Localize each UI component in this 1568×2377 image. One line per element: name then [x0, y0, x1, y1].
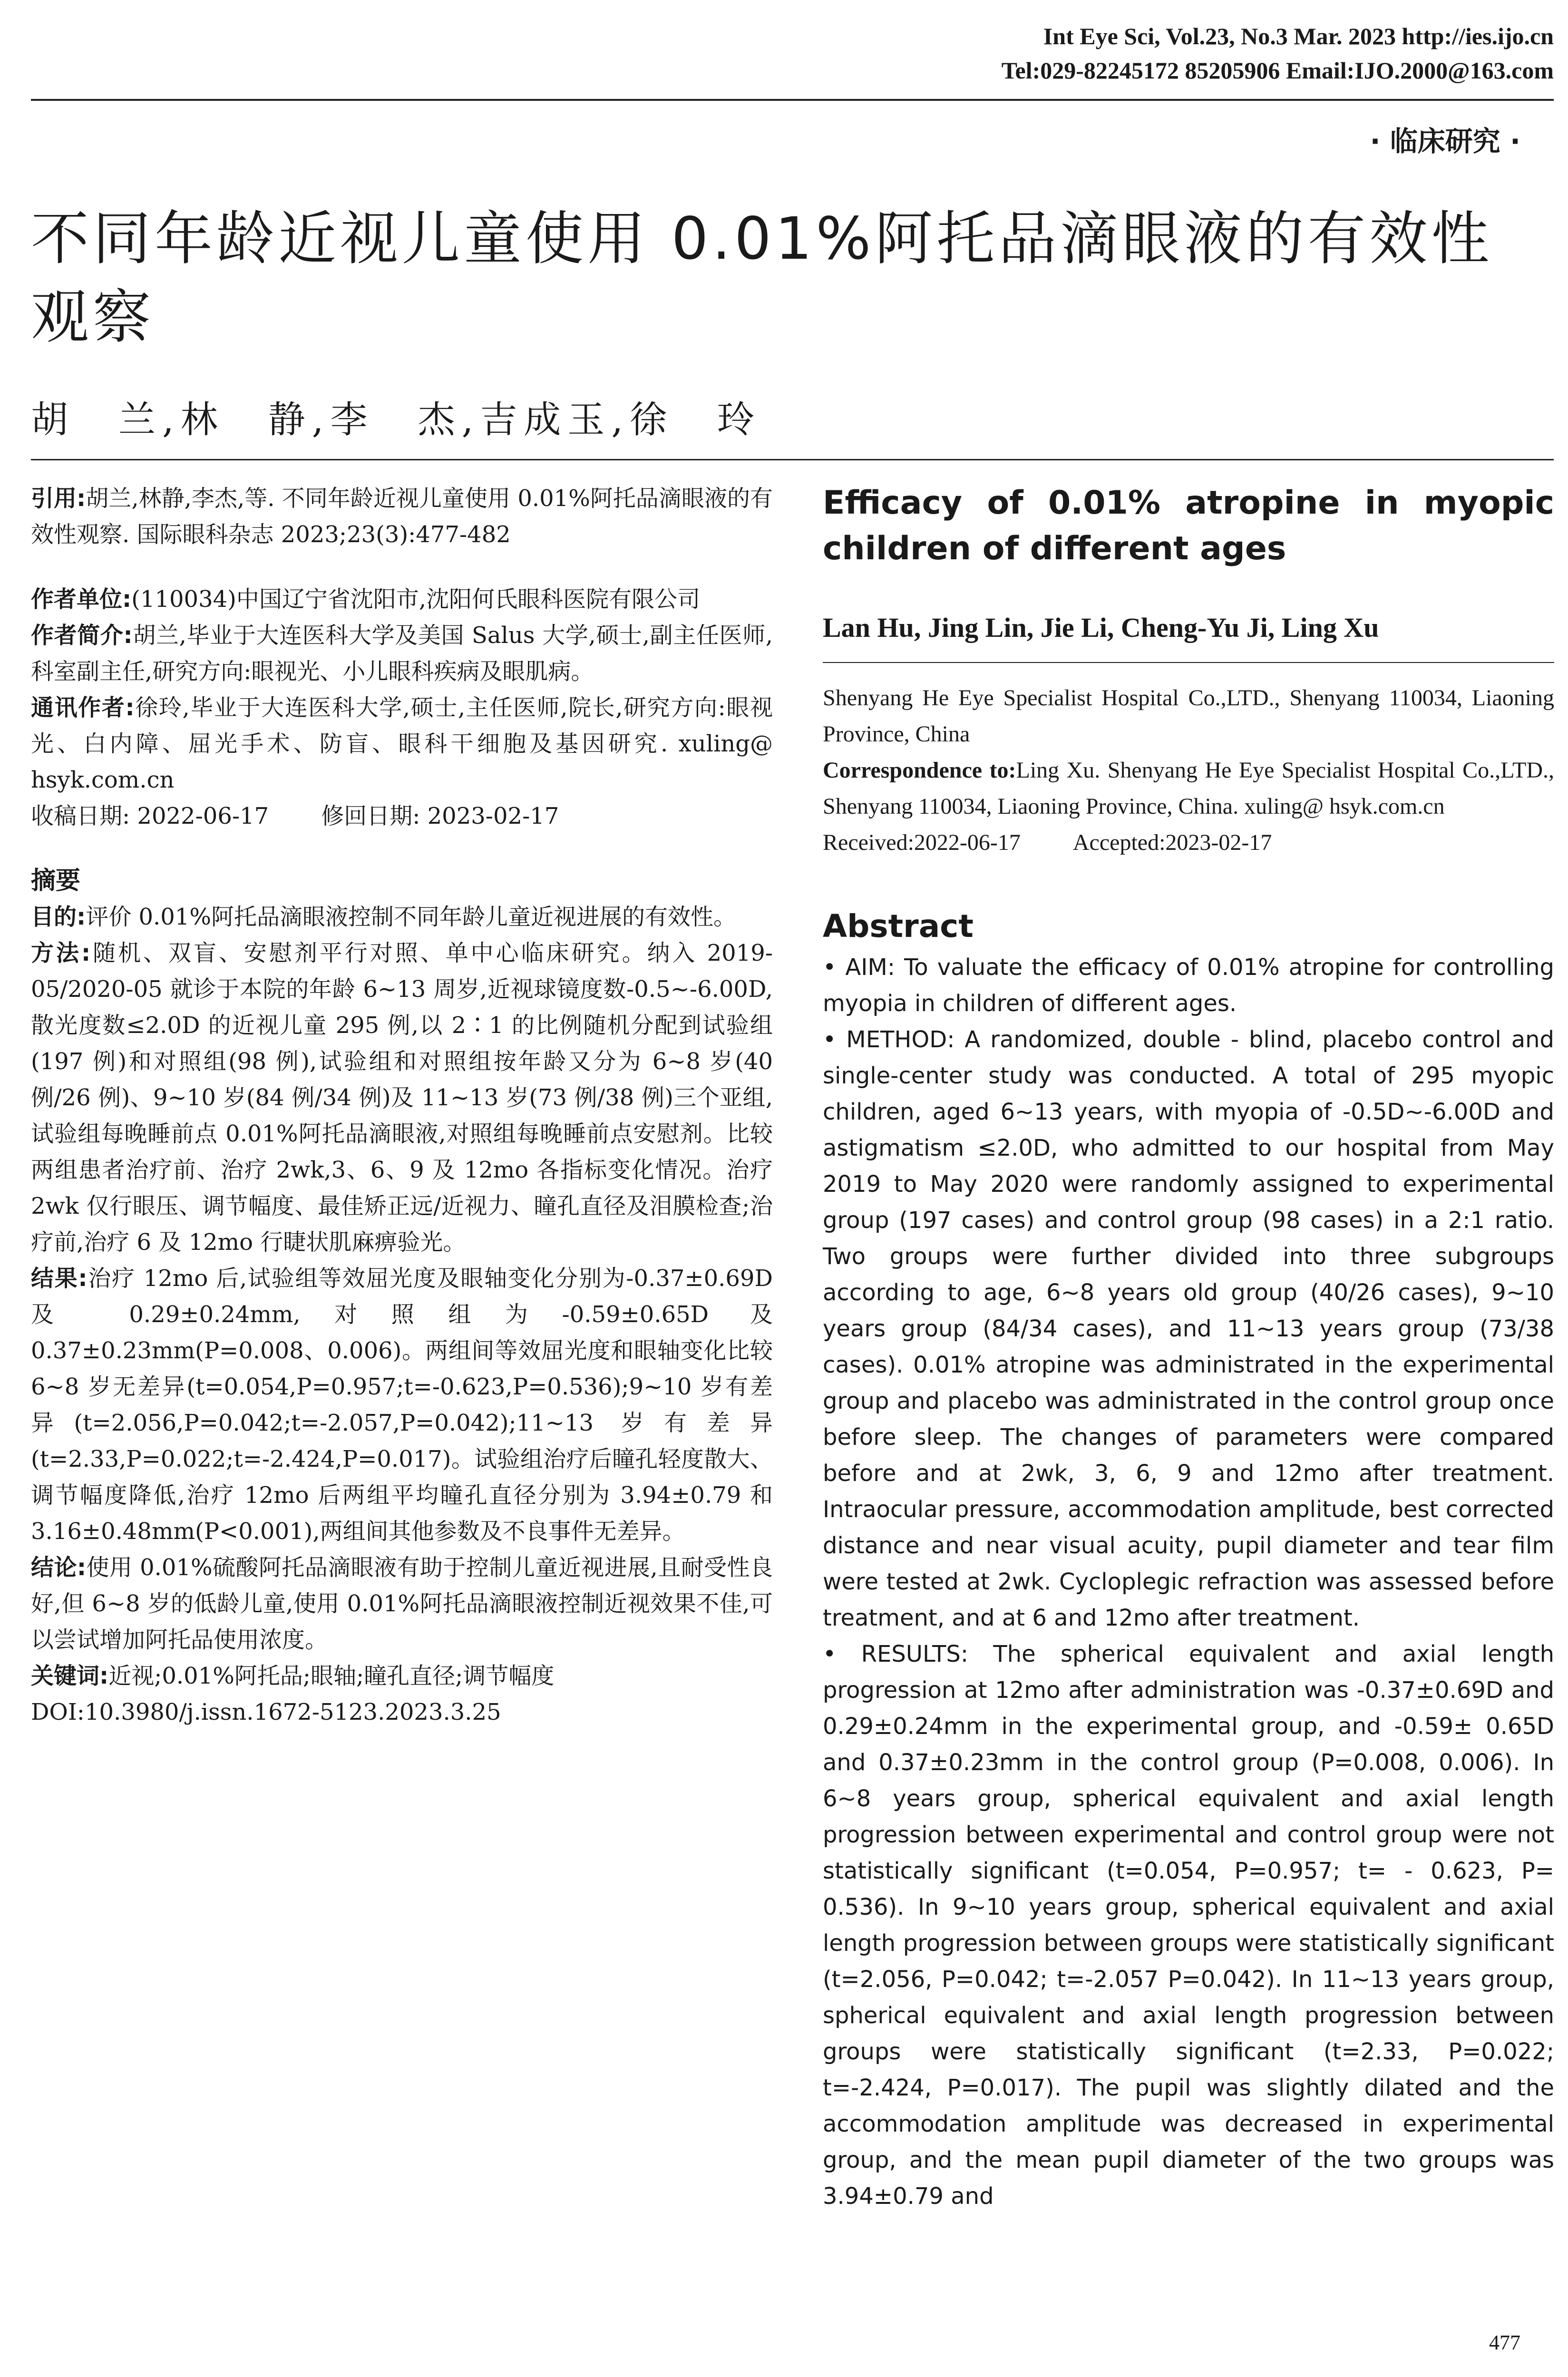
- citation: [31, 480, 773, 553]
- method-zh: [31, 935, 773, 1260]
- section-tag: · 临床研究 ·: [1370, 125, 1520, 157]
- authors-rule: [31, 459, 1554, 460]
- keywords-text-zh: 近视;0.01%阿托品;眼轴;瞳孔直径;调节幅度: [108, 1663, 555, 1689]
- conclusion-zh: [31, 1549, 773, 1658]
- corresponding-author-text: 徐玲,毕业于大连医科大学,硕士,主任医师,院长,研究方向:眼视光、白内障、屈光手术、防盲、眼科干细胞及基因研究. xuling@ hsyk.com.cn: [31, 694, 773, 793]
- english-dates-row: [823, 825, 1554, 861]
- aim-zh: [31, 899, 773, 935]
- corresponding-author-label: 通讯作者:: [31, 694, 135, 721]
- left-column: [31, 480, 773, 1730]
- paper-title: 不同年龄近视儿童使用 0.01%阿托品滴眼液的有效性观察: [31, 205, 1493, 351]
- citation-text: 胡兰,林静,李杰,等. 不同年龄近视儿童使用 0.01%阿托品滴眼液的有效性观察. 国际眼科杂志 2023;23(3):477-482: [31, 485, 773, 548]
- dates-row: [31, 798, 773, 834]
- corresponding-author: [31, 690, 773, 798]
- aim-text-zh: 评价 0.01%阿托品滴眼液控制不同年龄儿童近视进展的有效性。: [86, 904, 736, 930]
- journal-header-line1: Int Eye Sci, Vol.23, No.3 Mar. 2023 http://ies.ijo.cn: [1043, 23, 1554, 49]
- english-received: Received:2022-06-17: [823, 830, 1021, 855]
- english-correspondence-text: Ling Xu. Shenyang He Eye Specialist Hospital Co.,LTD., Shenyang 110034, Liaoning Province, China. xuling@ hsyk.com.cn: [823, 758, 1554, 819]
- author-bio-label: 作者简介:: [31, 622, 133, 649]
- author-bio: [31, 617, 773, 690]
- english-authors-rule: [823, 662, 1554, 663]
- aim-en: • AIM: To valuate the efficacy of 0.01% atropine for controlling myopia in children of different ages.: [823, 954, 1554, 1017]
- journal-header-line2: Tel:029-82245172 85205906 Email:IJO.2000@163.com: [1001, 57, 1554, 84]
- method-en: • METHOD: A randomized, double - blind, placebo control and single-center study was conducted. A total of 295 myopic children, aged 6~13 years, with myopia of -0.5D~-6.00D and astigmatism ≤2.0D, who admitted to our hospital from May 2019 to May 2020 were randomly assigned to experimental group (197 cases) and control group (98 cases) in a 2:1 ratio. Two groups were further divided into three subgroups according to age, 6~8 years old group (40/26 cases), 9~10 years group (84/34 cases), and 11~13 years group (73/38 cases). 0.01% atropine was administrated in the experimental group and placebo was administrated in the control group once before sleep. The changes of parameters were compared before and at 2wk, 3, 6, 9 and 12mo after treatment. Intraocular pressure, accommodation amplitude, best corrected distance and near visual acuity, pupil diameter and tear film were tested at 2wk. Cycloplegic refraction was assessed before treatment, and at 6 and 12mo after treatment.: [823, 1026, 1554, 1631]
- doi: DOI:10.3980/j.issn.1672-5123.2023.3.25: [31, 1699, 501, 1725]
- received-date: 收稿日期: 2022-06-17: [31, 803, 269, 829]
- english-authors: Lan Hu, Jing Lin, Jie Li, Cheng-Yu Ji, Ling Xu: [823, 612, 1379, 643]
- english-affiliation: Shenyang He Eye Specialist Hospital Co.,LTD., Shenyang 110034, Liaoning Province, China: [823, 685, 1554, 747]
- keywords-zh: [31, 1658, 773, 1694]
- english-accepted: Accepted:2023-02-17: [1072, 830, 1272, 855]
- affiliation-label: 作者单位:: [31, 586, 132, 613]
- citation-label: 引用:: [31, 485, 86, 512]
- author-list: 胡 兰,林 静,李 杰,吉成玉,徐 玲: [31, 399, 761, 441]
- conclusion-label-zh: 结论:: [31, 1554, 87, 1581]
- revised-date: 修回日期: 2023-02-17: [321, 803, 559, 829]
- result-label-zh: 结果:: [31, 1265, 88, 1292]
- english-title: Efficacy of 0.01% atropine in myopic children of different ages: [823, 484, 1554, 567]
- right-column: [823, 480, 1554, 2214]
- author-bio-text: 胡兰,毕业于大连医科大学及美国 Salus 大学,硕士,副主任医师,科室副主任,研究方向:眼视光、小儿眼科疾病及眼肌病。: [31, 622, 773, 685]
- result-text-zh: 治疗 12mo 后,试验组等效屈光度及眼轴变化分别为-0.37±0.69D 及 0.29±0.24mm,对照组为-0.59±0.65D 及 0.37±0.23mm(P=0.008、0.006)。两组间等效屈光度和眼轴变化比较 6~8 岁无差异(t=0.054,P=0.957;t=-0.623,P=0.536);9~10 岁有差异(t=2.056,P=0.042;t=-2.057,P=0.042);11~13 岁有差异(t=2.33,P=0.022;t=-2.424,P=0.017)。试验组治疗后瞳孔轻度散大、调节幅度降低,治疗 12mo 后两组平均瞳孔直径分别为 3.94±0.79 和 3.16±0.48mm(P<0.001),两组间其他参数及不良事件无差异。: [31, 1265, 773, 1545]
- abstract-heading-zh: 摘要: [31, 867, 81, 895]
- page-number: 477: [1489, 2331, 1520, 2354]
- method-label-zh: 方法:: [31, 940, 91, 966]
- english-correspondence: [823, 752, 1554, 825]
- affiliation-text: (110034)中国辽宁省沈阳市,沈阳何氏眼科医院有限公司: [131, 586, 701, 613]
- result-zh: [31, 1260, 773, 1549]
- method-text-zh: 随机、双盲、安慰剂平行对照、单中心临床研究。纳入 2019-05/2020-05 就诊于本院的年龄 6~13 周岁,近视球镜度数-0.5~-6.00D,散光度数≤2.0D 的近视儿童 295 例,以 2∶1 的比例随机分配到试验组(197 例)和对照组(98 例),试验组和对照组按年龄又分为 6~8 岁(40 例/26 例)、9~10 岁(84 例/34 例)及 11~13 岁(73 例/38 例)三个亚组,试验组每晚睡前点 0.01%阿托品滴眼液,对照组每晚睡前点安慰剂。比较两组患者治疗前、治疗 2wk,3、6、9 及 12mo 各指标变化情况。治疗 2wk 仅行眼压、调节幅度、最佳矫正远/近视力、瞳孔直径及泪膜检查;治疗前,治疗 6 及 12mo 行睫状肌麻痹验光。: [31, 940, 773, 1256]
- header-rule: [31, 99, 1554, 101]
- keywords-label-zh: 关键词:: [31, 1663, 109, 1689]
- affiliation: [31, 581, 773, 617]
- abstract-heading-en: Abstract: [823, 908, 974, 945]
- aim-label-zh: 目的:: [31, 904, 86, 930]
- journal-header: [1002, 19, 1554, 88]
- conclusion-text-zh: 使用 0.01%硫酸阿托品滴眼液有助于控制儿童近视进展,且耐受性良好,但 6~8 岁的低龄儿童,使用 0.01%阿托品滴眼液控制近视效果不佳,可以尝试增加阿托品使用浓度。: [31, 1554, 773, 1653]
- results-en: • RESULTS: The spherical equivalent and axial length progression at 12mo after administration was -0.37±0.69D and 0.29±0.24mm in the experimental group, and -0.59± 0.65D and 0.37±0.23mm in the control group (P=0.008, 0.006). In 6~8 years group, spherical equivalent and axial length progression between experimental and control group were not statistically significant (t=0.054, P=0.957; t= - 0.623, P= 0.536). In 9~10 years group, spherical equivalent and axial length progression between groups were statistically significant (t=2.056, P=0.042; t=-2.057 P=0.042). In 11~13 years group, spherical equivalent and axial length progression between groups were statistically significant (t=2.33, P=0.022; t=-2.424, P=0.017). The pupil was slightly dilated and the accommodation amplitude was decreased in experimental group, and the mean pupil diameter of the two groups was 3.94±0.79 and: [823, 1641, 1554, 2210]
- english-correspondence-label: Correspondence to:: [823, 758, 1016, 783]
